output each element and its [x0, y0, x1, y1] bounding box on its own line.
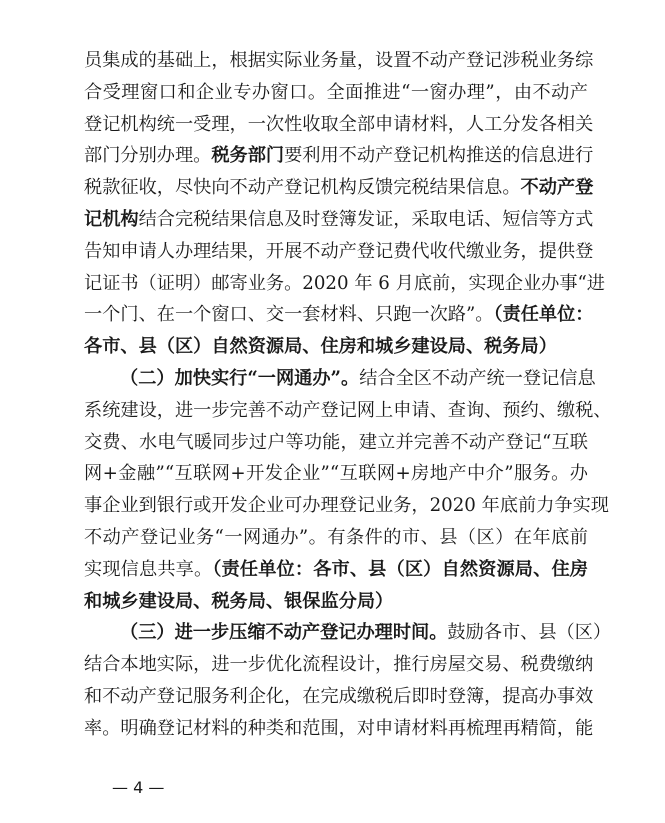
text-line: [84, 332, 588, 362]
text-segment: 税款征收，尽快向不动产登记机构反馈完税结果信息。: [84, 177, 521, 199]
text-segment: 鼓励各市、县（区）: [447, 622, 612, 644]
text-line: [84, 587, 588, 617]
bold-text-segment: （三）进一步压缩不动产登记办理时间。: [120, 622, 448, 644]
text-segment: 告知申请人办理结果，开展不动产登记费代收代缴业务，提供登: [84, 240, 594, 262]
text-segment: 网+金融”“互联网+开发企业”“互联网+房地产中介”服务。办: [84, 463, 588, 485]
text-segment: 和不动产登记服务利企化，在完成缴税后即时登簿，提高办事效: [84, 686, 594, 707]
text-segment: 合受理窗口和企业专办窗口。全面推进“一窗办理”，由不动产: [84, 81, 588, 103]
text-line: [84, 269, 605, 299]
text-line: [84, 714, 594, 744]
text-segment: 结合全区不动产统一登记信息: [359, 368, 596, 389]
text-line: [84, 682, 594, 712]
text-line: [84, 78, 588, 108]
text-segment: 实现信息共享。: [84, 558, 213, 580]
text-segment: 事企业到银行或开发企业可办理登记业务，2020 年底前力争实现: [84, 495, 609, 517]
text-line: [84, 237, 594, 267]
bold-text-segment: 税务部门: [211, 145, 285, 167]
text-segment: 部门分别办理。: [84, 145, 212, 167]
text-segment: 一个门、在一个窗口、交一套材料、只跑一次路”。: [84, 304, 494, 326]
text-segment: 结合本地实际，进一步优化流程设计，推行房屋交易、税费缴纳: [84, 654, 594, 676]
text-segment: 要利用不动产登记机构推送的信息进行: [284, 145, 594, 167]
text-segment: 结合完税结果信息及时登簿发证，采取电话、短信等方式: [138, 209, 594, 230]
text-line: [84, 491, 609, 521]
text-segment: 交费、水电气暖同步过户等功能，建立并完善不动产登记“互联: [84, 431, 588, 453]
text-line: [84, 110, 594, 140]
text-line: [84, 428, 588, 458]
text-line: [120, 364, 596, 394]
text-segment: 不动产登记业务“一网通办”。有条件的市、县（区）在年底前: [84, 527, 588, 548]
text-segment: 登记机构统一受理，一次性收取全部申请材料，人工分发各相关: [84, 113, 594, 135]
bold-text-segment: （责任单位：各市、县（区）自然资源局、住房: [212, 558, 588, 580]
text-line: [84, 300, 594, 330]
bold-text-segment: （二）加快实行“一网通办”。: [120, 368, 360, 389]
page-number: — 4 —: [112, 778, 165, 797]
bold-text-segment: 记机构: [84, 209, 139, 230]
text-segment: 员集成的基础上，根据实际业务量，设置不动产登记涉税业务综: [84, 50, 594, 71]
text-line: [120, 618, 612, 648]
text-line: [84, 46, 594, 76]
text-segment: 记证书（证明）邮寄业务。2020 年 6 月底前，实现企业办事“进: [84, 272, 605, 294]
text-line: [84, 205, 594, 235]
text-segment: 系统建设，进一步完善不动产登记网上申请、查询、预约、缴税、: [84, 399, 612, 421]
text-line: [84, 173, 594, 203]
text-line: [84, 396, 612, 426]
text-line: [84, 459, 588, 489]
text-line: [84, 141, 594, 171]
text-line: [84, 650, 594, 680]
bold-text-segment: （责任单位：: [493, 304, 594, 326]
text-segment: 率。明确登记材料的种类和范围，对申请材料再梳理再精简，能: [84, 717, 594, 739]
bold-text-segment: 各市、县（区）自然资源局、住房和城乡建设局、税务局）: [84, 336, 557, 358]
bold-text-segment: 不动产登: [520, 177, 594, 199]
text-line: [84, 523, 588, 553]
bold-text-segment: 和城乡建设局、税务局、银保监分局）: [84, 590, 394, 612]
text-line: [84, 555, 588, 585]
